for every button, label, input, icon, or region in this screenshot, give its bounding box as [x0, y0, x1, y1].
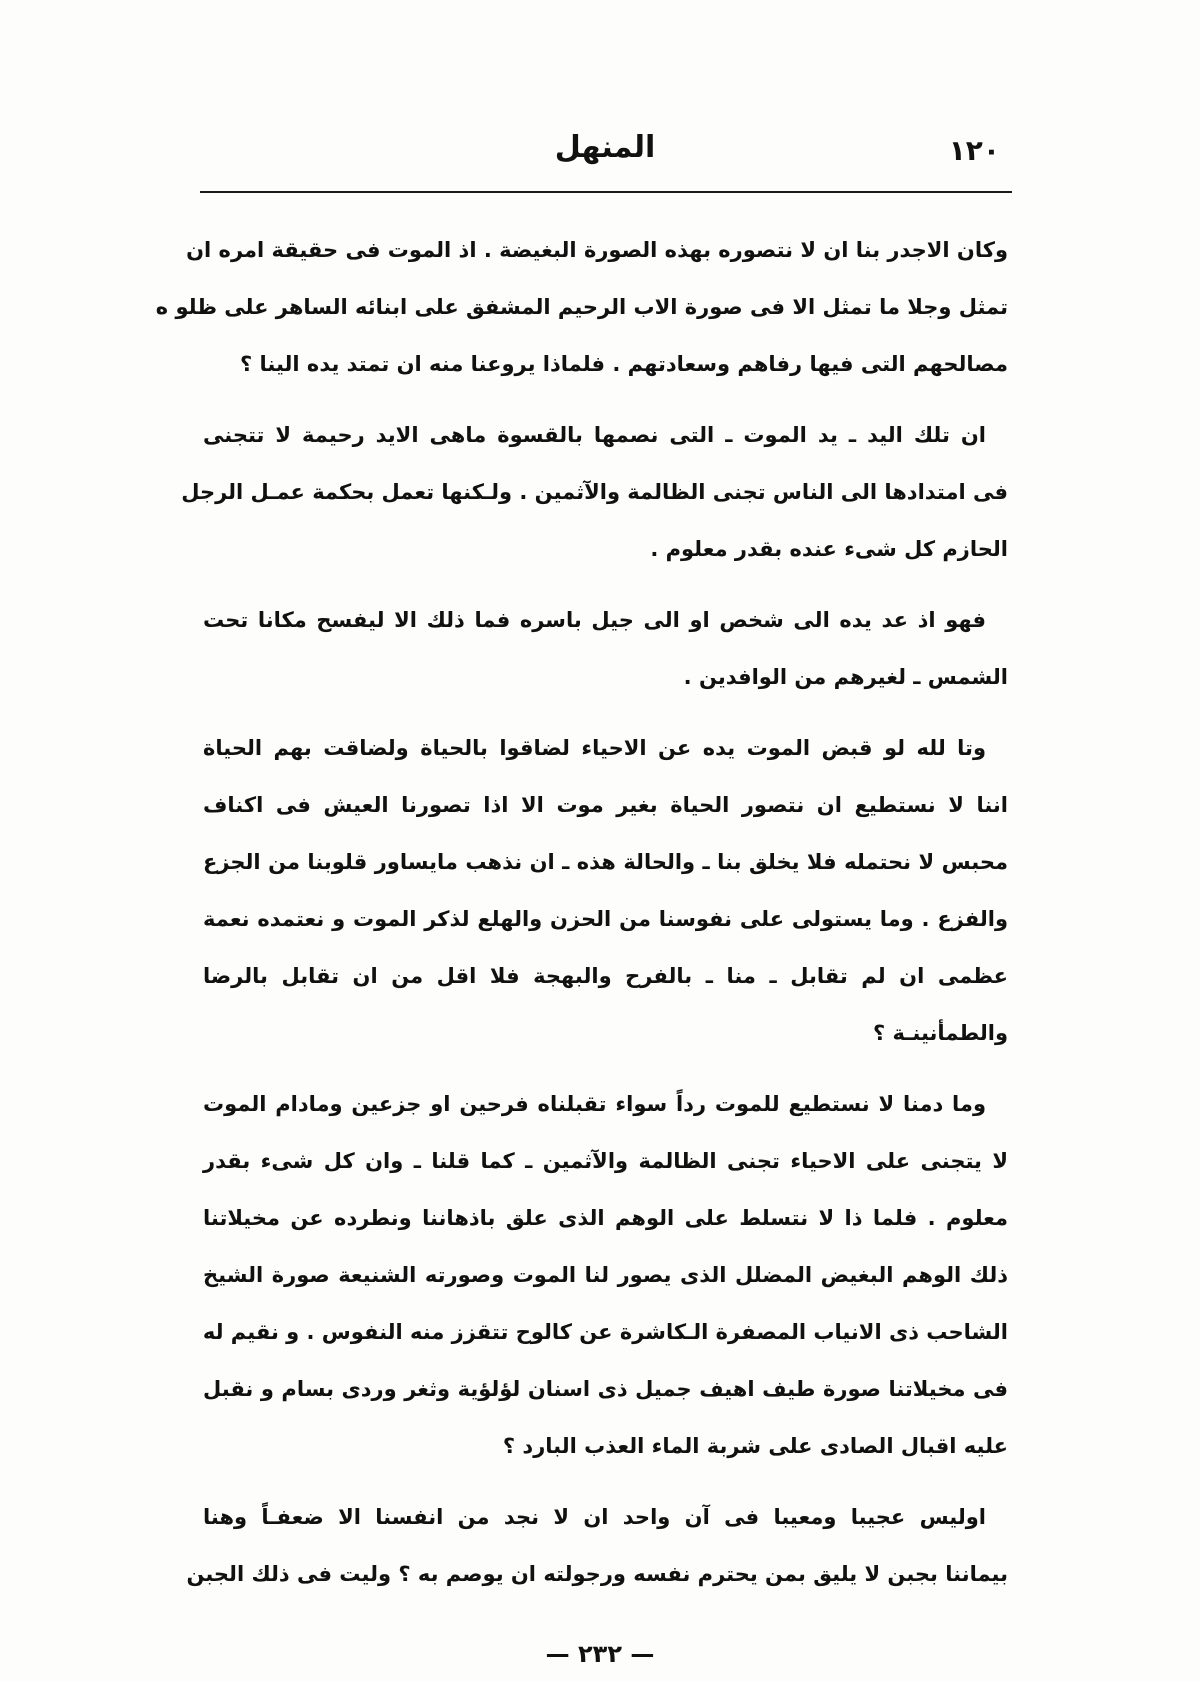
page-header	[200, 128, 1010, 180]
text-line: محبس لا نحتمله فلا يخلق بنا ـ والحالة هذه ـ ان نذهب مايساور قلوبنا من الجزع	[203, 850, 1008, 874]
text-line: وما دمنا لا نستطيع للموت رداً سواء تقبلناه فرحين او جزعين ومادام الموت	[203, 1092, 986, 1116]
text-line: ان تلك اليد ـ يد الموت ـ التى نصمها بالقسوة ماهى الايد رحيمة لا تتجنى	[203, 423, 986, 447]
paragraph	[155, 222, 1008, 393]
text-line: بيماننا بجبن لا يليق بمن يحترم نفسه ورجولته ان يوصم به ؟ وليت فى ذلك الجبن	[186, 1562, 1008, 1586]
text-line: الشاحب ذى الانياب المصفرة الـكاشرة عن كالوح تتقزز منه النفوس . و نقيم له	[202, 1320, 1008, 1344]
paragraph	[203, 720, 1008, 1062]
footer-page-number: — ٢٣٢ —	[545, 1640, 655, 1668]
text-line: فهو اذ عد يده الى شخص او الى جيل باسره فما ذلك الا ليفسح مكانا تحت	[203, 608, 986, 632]
text-line: ذلك الوهم البغيض المضلل الذى يصور لنا الموت وصورته الشنيعة صورة الشيخ	[203, 1263, 1008, 1287]
text-line: فى امتدادها الى الناس تجنى الظالمة والآثمين . ولـكنها تعمل بحكمة عمـل الرجل	[181, 480, 1008, 504]
page-footer	[0, 1640, 1200, 1674]
text-line: اننا لا نستطيع ان نتصور الحياة بغير موت الا اذا تصورنا العيش فى اكناف	[203, 793, 1008, 817]
text-line: عليه اقبال الصادى على شربة الماء العذب البارد ؟	[502, 1434, 1008, 1458]
text-line: معلوم . فلما ذا لا نتسلط على الوهم الذى علق باذهاننا ونطرده عن مخيلاتنا	[203, 1206, 1008, 1230]
body-text	[155, 222, 1008, 1603]
text-line: اوليس عجيبا ومعيبا فى آن واحد ان لا نجد من انفسنا الا ضعفـاً وهنا	[203, 1505, 986, 1529]
paragraph	[181, 407, 1008, 578]
text-line: الشمس ـ لغيرهم من الوافدين .	[683, 665, 1008, 689]
header-rule	[200, 191, 1012, 193]
text-line: لا يتجنى على الاحياء تجنى الظالمة والآثمين ـ كما قلنا ـ وان كل شىء بقدر	[203, 1149, 1008, 1173]
text-line: الحازم كل شىء عنده بقدر معلوم .	[650, 537, 1008, 561]
text-line: والفزع . وما يستولى على نفوسنا من الحزن والهلع لذكر الموت و نعتمده نعمة	[203, 907, 1008, 931]
text-line: وتا لله لو قبض الموت يده عن الاحياء لضاقوا بالحياة ولضاقت بهم الحياة	[203, 736, 986, 760]
paragraph	[203, 1076, 1008, 1475]
text-line: مصالحهم التى فيها رفاهم وسعادتهم . فلماذا يروعنا منه ان تمتد يده الينا ؟	[240, 352, 1008, 376]
header-page-number: ١٢٠	[948, 134, 1000, 167]
text-line: تمثل وجلا ما تمثل الا فى صورة الاب الرحيم المشفق على ابنائه الساهر على ظلو ه	[155, 295, 1008, 319]
text-line: وكان الاجدر بنا ان لا نتصوره بهذه الصورة البغيضة . اذ الموت فى حقيقة امره ان	[186, 238, 1008, 262]
text-line: عظمى ان لم تقابل ـ منا ـ بالفرح والبهجة فلا اقل من ان تقابل بالرضا	[203, 964, 1008, 988]
text-line: والطمأنينـة ؟	[873, 1021, 1008, 1045]
paragraph	[186, 1489, 1008, 1603]
text-line: فى مخيلاتنا صورة طيف اهيف جميل ذى اسنان لؤلؤية وثغر وردى بسام و نقبل	[203, 1377, 1008, 1401]
paragraph	[203, 592, 1008, 706]
running-title: المنهل	[554, 130, 656, 165]
